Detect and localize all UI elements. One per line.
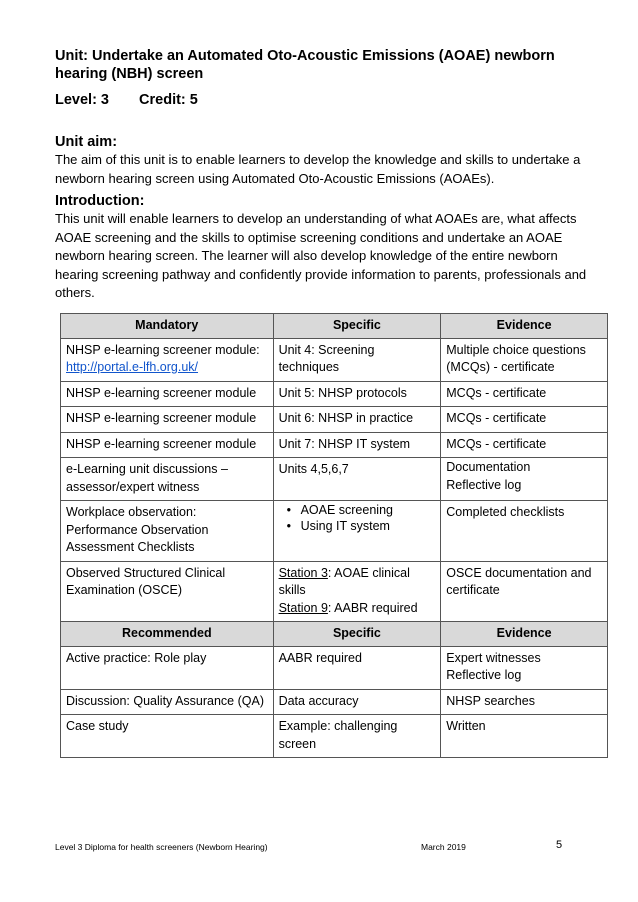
table-cell: MCQs - certificate: [441, 432, 608, 458]
table-cell: Unit 6: NHSP in practice: [273, 407, 441, 433]
mandatory-header-row: [61, 314, 608, 339]
cell-text: Expert witnesses: [446, 650, 541, 665]
table-cell: NHSP e-learning screener module: [61, 432, 274, 458]
cell-text: Reflective log: [446, 477, 522, 492]
table-row: [61, 432, 608, 458]
table-cell: MCQs - certificate: [441, 407, 608, 433]
table-cell: [441, 646, 608, 689]
e-lfh-portal-link[interactable]: http://portal.e-lfh.org.uk/: [66, 360, 199, 374]
cell-text: : AOAE clinical skills: [278, 565, 410, 597]
assessment-table: [60, 313, 608, 758]
table-cell: [441, 458, 608, 501]
table-cell: Example: challenging screen: [273, 715, 441, 758]
cell-text: Documentation: [446, 460, 531, 474]
bullet-item: • AOAE screening: [279, 502, 436, 518]
table-cell: Workplace observation: Performance Observation Assessment Checklists: [61, 501, 274, 562]
table-cell: Discussion: Quality Assurance (QA): [61, 689, 274, 715]
table-row: [61, 715, 608, 758]
cell-text: [279, 565, 436, 600]
footer-date: March 2019: [421, 842, 466, 852]
unit-title: Unit: Undertake an Automated Oto-Acoustic Emissions (AOAE) newborn hearing (NBH) screen: [55, 48, 555, 82]
header-recommended: Recommended: [61, 622, 274, 647]
table-cell: Observed Structured Clinical Examination (OSCE): [61, 561, 274, 622]
station-3-link[interactable]: Station 3: [278, 565, 328, 580]
level-label: Level: 3: [55, 92, 109, 108]
header-mandatory: Mandatory: [61, 314, 274, 339]
table-cell: Unit 5: NHSP protocols: [273, 381, 441, 407]
level-credit-line: [55, 92, 198, 108]
header-evidence: Evidence: [441, 314, 608, 339]
table-cell: NHSP e-learning screener module: [61, 407, 274, 433]
header-specific: Specific: [273, 314, 441, 339]
table-row: [61, 646, 608, 689]
cell-text: [279, 600, 436, 618]
bullet-item: • Using IT system: [279, 518, 436, 534]
table-cell: OSCE documentation and certificate: [441, 561, 608, 622]
table-cell: NHSP searches: [441, 689, 608, 715]
table-cell: Active practice: Role play: [61, 646, 274, 689]
table-cell: Completed checklists: [441, 501, 608, 562]
recommended-header-row: [61, 622, 608, 647]
table-row: [61, 458, 608, 501]
table-cell: Unit 7: NHSP IT system: [273, 432, 441, 458]
header-evidence: Evidence: [441, 622, 608, 647]
header-specific: Specific: [273, 622, 441, 647]
unit-aim-text: The aim of this unit is to enable learners to develop the knowledge and skills to undertake a newborn hearing screen using Automated Oto-Acoustic Emissions (AOAEs).: [55, 152, 581, 186]
table-cell: [61, 338, 274, 381]
table-cell: NHSP e-learning screener module: [61, 381, 274, 407]
page-number: 5: [556, 839, 563, 851]
table-cell: Multiple choice questions (MCQs) - certificate: [441, 338, 608, 381]
table-cell: AABR required: [273, 646, 441, 689]
table-cell: Written: [441, 715, 608, 758]
table-cell: MCQs - certificate: [441, 381, 608, 407]
table-row: [61, 561, 608, 622]
table-cell: e-Learning unit discussions – assessor/expert witness: [61, 458, 274, 501]
table-row: [61, 407, 608, 433]
table-row: [61, 381, 608, 407]
table-cell: [273, 561, 441, 622]
introduction-heading: Introduction:: [55, 193, 145, 209]
table-cell: Units 4,5,6,7: [273, 458, 441, 501]
cell-text: Reflective log: [446, 668, 522, 682]
table-row: [61, 689, 608, 715]
station-9-link[interactable]: Station 9: [278, 600, 328, 615]
introduction-text: This unit will enable learners to develop an understanding of what AOAEs are, what affects AOAE screening and the skills to optimise screening conditions and undertake an AOAE newborn hearing screen. The learner will also develop knowledge of the entire newborn hearing screening pathway and confidently provide information to parents, professionals and others.: [55, 211, 587, 300]
cell-text: : AABR required: [327, 600, 418, 615]
table-row: [61, 338, 608, 381]
footer-course-title: Level 3 Diploma for health screeners (Newborn Hearing): [55, 842, 268, 852]
table-cell: Data accuracy: [273, 689, 441, 715]
table-row: [61, 501, 608, 562]
table-cell: Unit 4: Screening techniques: [273, 338, 441, 381]
unit-aim-heading: Unit aim:: [55, 134, 118, 150]
credit-label: Credit: 5: [139, 92, 198, 108]
table-cell: Case study: [61, 715, 274, 758]
table-cell: [273, 501, 441, 562]
cell-text: NHSP e-learning screener module:: [66, 342, 260, 357]
